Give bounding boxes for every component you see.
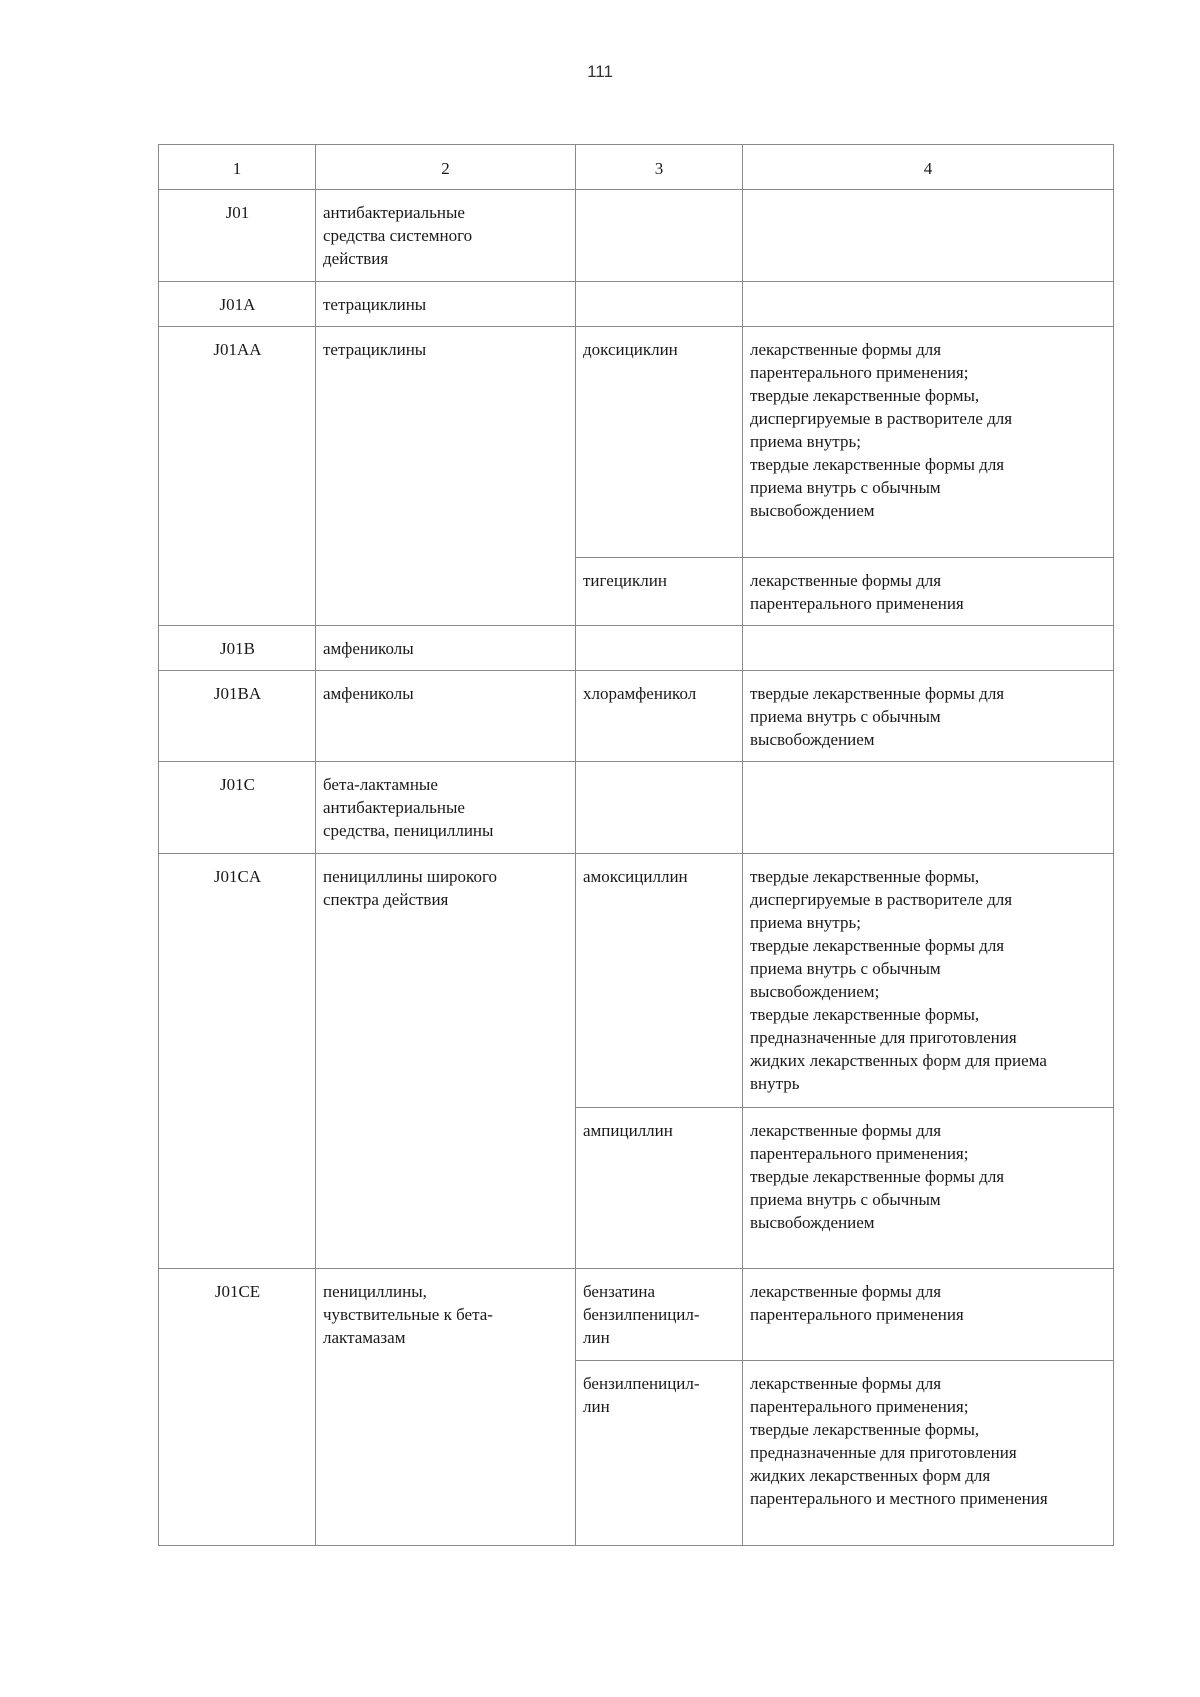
group-name-cell: амфениколы: [316, 626, 576, 671]
dosage-form-cell: твердые лекарственные формы, диспергируемые в растворителе для приема внутрь; твердые лекарственные формы для приема внутрь с обычным высвобождением; твердые лекарственные формы, предназначенные для приготовления жидких лекарственных форм для приема внутрь: [743, 854, 1114, 1108]
table-row: [159, 671, 1114, 762]
group-name-cell: тетрациклины: [316, 327, 576, 626]
drug-name-cell: [576, 190, 743, 282]
dosage-form-cell: лекарственные формы для парентерального применения; твердые лекарственные формы для приема внутрь с обычным высвобождением: [743, 1108, 1114, 1269]
dosage-form-cell: лекарственные формы для парентерального применения: [743, 558, 1114, 626]
dosage-form-cell: [743, 626, 1114, 671]
drug-name-cell: амоксициллин: [576, 854, 743, 1108]
column-header: 1: [159, 145, 316, 190]
atc-code-cell: J01CE: [159, 1269, 316, 1546]
table-row: [159, 327, 1114, 558]
drug-name-cell: [576, 282, 743, 327]
dosage-form-cell: [743, 190, 1114, 282]
dosage-form-cell: [743, 282, 1114, 327]
drug-name-cell: бензатина бензилпеницил- лин: [576, 1269, 743, 1361]
atc-code-cell: J01A: [159, 282, 316, 327]
table-row: [159, 282, 1114, 327]
column-header: 2: [316, 145, 576, 190]
atc-code-cell: J01B: [159, 626, 316, 671]
group-name-cell: амфениколы: [316, 671, 576, 762]
atc-code-cell: J01BA: [159, 671, 316, 762]
drug-name-cell: хлорамфеникол: [576, 671, 743, 762]
group-name-cell: бета-лактамные антибактериальные средства, пенициллины: [316, 762, 576, 854]
column-header: 4: [743, 145, 1114, 190]
table-row: [159, 190, 1114, 282]
atc-code-cell: J01C: [159, 762, 316, 854]
atc-code-cell: J01: [159, 190, 316, 282]
page-number: 111: [587, 62, 613, 81]
drug-name-cell: бензилпеницил- лин: [576, 1361, 743, 1546]
atc-code-cell: J01CA: [159, 854, 316, 1269]
group-name-cell: тетрациклины: [316, 282, 576, 327]
table-row: [159, 1269, 1114, 1361]
drug-name-cell: тигециклин: [576, 558, 743, 626]
drug-name-cell: [576, 626, 743, 671]
group-name-cell: пенициллины широкого спектра действия: [316, 854, 576, 1269]
dosage-form-cell: лекарственные формы для парентерального применения; твердые лекарственные формы, диспергируемые в растворителе для приема внутрь; твердые лекарственные формы для приема внутрь с обычным высвобождением: [743, 327, 1114, 558]
drug-name-cell: ампициллин: [576, 1108, 743, 1269]
table-row: [159, 626, 1114, 671]
dosage-form-cell: лекарственные формы для парентерального применения: [743, 1269, 1114, 1361]
table-row: [159, 854, 1114, 1108]
group-name-cell: пенициллины, чувствительные к бета- лактамазам: [316, 1269, 576, 1546]
dosage-form-cell: [743, 762, 1114, 854]
column-header: 3: [576, 145, 743, 190]
table-header-row: [159, 145, 1114, 190]
atc-code-cell: J01AA: [159, 327, 316, 626]
drug-name-cell: [576, 762, 743, 854]
dosage-form-cell: лекарственные формы для парентерального применения; твердые лекарственные формы, предназначенные для приготовления жидких лекарственных форм для парентерального и местного применения: [743, 1361, 1114, 1546]
dosage-form-cell: твердые лекарственные формы для приема внутрь с обычным высвобождением: [743, 671, 1114, 762]
drug-classification-table: [158, 144, 1114, 1546]
group-name-cell: антибактериальные средства системного действия: [316, 190, 576, 282]
drug-name-cell: доксициклин: [576, 327, 743, 558]
table-row: [159, 762, 1114, 854]
